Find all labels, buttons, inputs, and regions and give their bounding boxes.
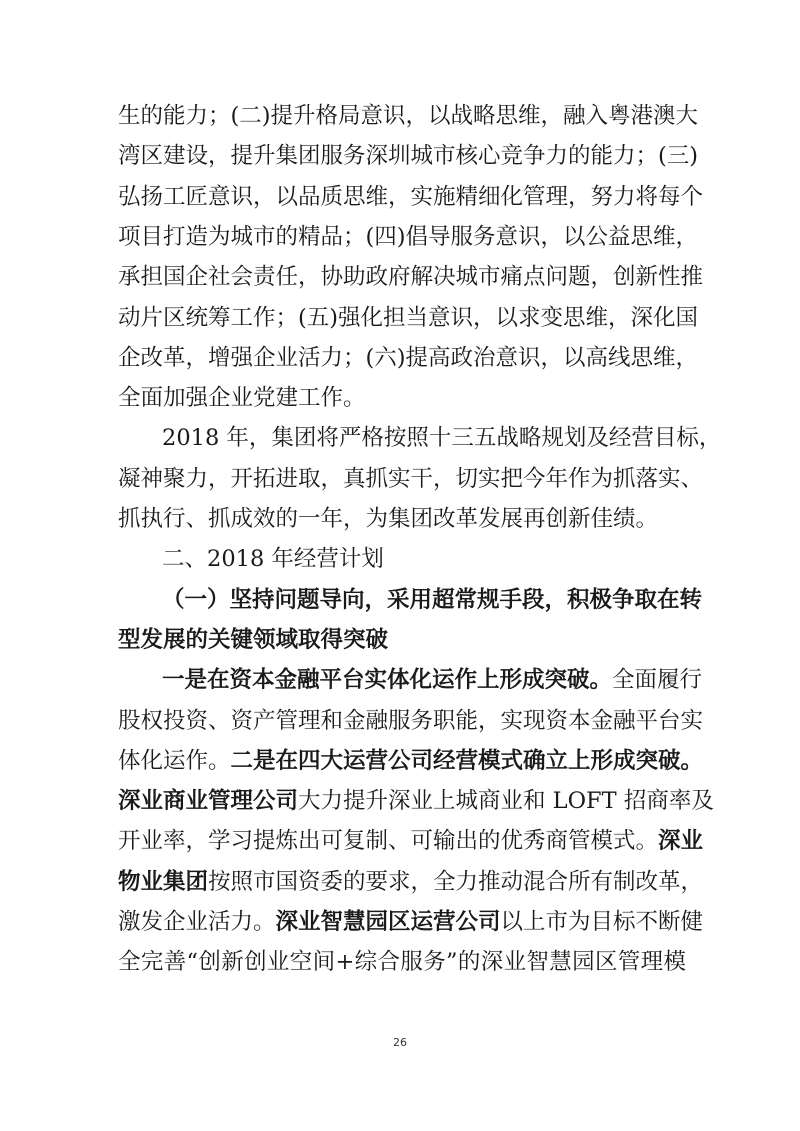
text-line: 全面加强企业党建工作。 (118, 385, 366, 412)
text-segment: 全面履行 (612, 667, 703, 694)
text-line: 企改革，增强企业活力；(六)提高政治意识，以高线思维， (118, 344, 699, 371)
text-segment: 激发企业活力。 (118, 909, 276, 935)
text-line: 弘扬工匠意识，以品质思维，实施精细化管理，努力将每个 (118, 183, 704, 210)
text-segment: 以上市为目标不断健 (500, 909, 704, 935)
bold-segment: 深业智慧园区运营公司 (275, 909, 501, 935)
text-line: 抓执行、抓成效的一年，为集团改革发展再创新佳绩。 (118, 506, 659, 532)
text-segment: 体化运作。 (118, 747, 231, 774)
text-line (118, 781, 714, 821)
page-number: 26 (393, 1036, 407, 1049)
bold-segment: 一是在资本金融平台实体化运作上形成突破。 (162, 667, 613, 694)
text-segment: 按照市国资委的要求，全力推动混合所有制改革， (208, 868, 704, 895)
text-line: 项目打造为城市的精品；(四)倡导服务意识，以公益思维， (118, 223, 699, 250)
bold-segment: 物业集团 (118, 868, 209, 895)
text-line: 湾区建设，提升集团服务深圳城市核心竞争力的能力；(三) (118, 143, 699, 170)
text-line: 承担国企社会责任，协助政府解决城市痛点问题，创新性推 (118, 264, 704, 291)
bold-segment: 深业商业管理公司 (118, 788, 299, 815)
text-segment: 大力提升深业上城商业和 LOFT 招商率及 (298, 788, 714, 815)
text-line (118, 741, 704, 781)
text-line (162, 660, 703, 700)
text-line: 2018 年，集团将严格按照十三五战略规划及经营目标， (162, 425, 722, 452)
bold-segment: 二是在四大运营公司经营模式确立上形成突破。 (230, 747, 704, 774)
text-segment: 开业率，学习提炼出可复制、可输出的优秀商管模式。 (118, 828, 659, 855)
bold-segment: 深业 (658, 828, 704, 855)
text-line (162, 580, 703, 620)
text-line: 全完善“创新创业空间+综合服务”的深业智慧园区管理模 (118, 949, 686, 976)
bold-segment: 型发展的关键领域取得突破 (118, 626, 389, 653)
text-line: 生的能力；(二)提升格局意识，以战略思维，融入粤港澳大 (118, 103, 699, 129)
text-line (118, 620, 686, 660)
text-line (118, 821, 704, 861)
text-line: 凝神聚力，开拓进取，真抓实干，切实把今年作为抓落实、 (118, 465, 704, 492)
text-line: 二、2018 年经营计划 (162, 546, 384, 573)
text-line: 动片区统筹工作；(五)强化担当意识，以求变思维，深化国 (118, 304, 699, 331)
text-line (118, 902, 704, 942)
text-line: 股权投资、资产管理和金融服务职能，实现资本金融平台实 (118, 707, 704, 734)
bold-segment: （一）坚持问题导向，采用超常规手段，积极争取在转 (162, 586, 703, 613)
text-line (118, 862, 704, 902)
